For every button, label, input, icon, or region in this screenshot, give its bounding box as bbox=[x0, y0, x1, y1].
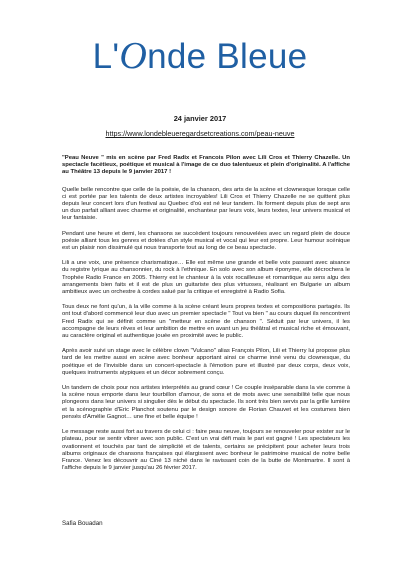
article-paragraph: Lili a une voix, une présence charismatique… Elle est même une grande et belle voix passant avec aisance du registre lyrique au chansonnier, du rock à l'ethnique. En solo avec son album éponyme, elle décrochera le Trophée Radio France en 2005. Thierry est le chanteur à la voix rocailleuse et romantique au sens algu des arrangements bien faits et il est de plus un guitariste des plus virtuoses, réalisant en Bulgarie un album ambitieux avec un orchestre à cordes salué par la critique et enregistré à Radio Sofia. bbox=[62, 260, 350, 296]
masthead-rest: nde Bleue bbox=[147, 37, 308, 76]
source-link[interactable]: https://www.londebleueregardsetcreations.com/peau-neuve bbox=[105, 129, 295, 138]
article-date: 24 janvier 2017 bbox=[173, 114, 227, 123]
article-paragraph: Un tandem de choix pour nos artistes interprétés au grand cœur ! Ce couple inséparable dans la vie comme à la scène nous emporte dans leur tourbillon d'amour, de sons et de mots avec une sensibilité telle que nous plongeons dans leur univers si singulier dès le début du spectacle. Ils sont très bien servis par la grille lumière et la scénographie d'Eric Planchot soutenu par le design sonore de Florian Chauvet et les costumes bien pensés d'Amélie Gagnot… une fine et belle équipe ! bbox=[62, 385, 350, 420]
masthead-logo bbox=[0, 36, 400, 77]
article-paragraph: Quelle belle rencontre que celle de la poésie, de la chanson, des arts de la scène et clownesque lorsque celle ci est portée par les talents de deux artistes incroyables! Lili Cros et Thierry Chazelle ne se quittent plus depuis leur concert lors d'un festival au Quebec d'où est né leur tandem. Ils forment depuis plus de sept ans un duo parfait alliant avec charme et originalité, enchanteur par leurs voix, leurs textes, leur univers musical et leur fantaisie. bbox=[62, 186, 350, 222]
author-signature: Safia Bouadan bbox=[62, 520, 103, 527]
masthead-o-letter: O bbox=[119, 35, 148, 77]
article-paragraph: Pendant une heure et demi, les chansons se succèdent toujours renouvelées avec un regard plein de douce poésie alliant tous les genres et dotées d'un style musical et vocal qui leur est propre. Leur humour scénique est un plaisir non dissimulé qui nous transporte tout au long de ce beau spectacle. bbox=[62, 230, 350, 252]
article-paragraph: Le message reste aussi fort au travers de celui ci : faire peau neuve, toujours se renouveler pour exister sur le plateau, pour se sentir vibrer avec son public. C'est un vrai défi mais le pari est gagné ! Les spectateurs les ovationnent et touchés par tant de simplicité et de talents, certains se précipitent pour acheter leurs trois albums originaux de chansons françaises qui élargissent avec bonheur le patrimoine musical de notre belle France. Venez les découvrir au Ciné 13 niché dans le ravissant coin de la butte de Montmartre. Il sont à l'affiche depuis le 9 janvier jusqu'au 26 février 2017. bbox=[62, 429, 350, 472]
article-lead: "Peau Neuve " mis en scène par Fred Radix et Francois Pilon avec Lili Cros et Thierry Chazelle. Un spectacle facétieux, poétique et musical à l'image de ce duo talentueux et plein d'originalité. A l'affiche au Théâtre 13 depuis le 9 janvier 2017 ! bbox=[62, 155, 350, 176]
masthead-prefix: L' bbox=[92, 37, 120, 76]
article-paragraph: Tous deux ne font qu'un, à la ville comme à la scène créant leurs propres textes et compositions partagés. Ils ont tout d'abord commencé leur duo avec un premier spectacle " Tout va bien " au cours duquel ils rencontrent Fred Radix qui se définit comme un "metteur en scène de chanson ". Séduit par leur univers, il les accompagne de leurs rêves et leur ambition de mettre en avant un jeu théâtral et musical riche et émouvant, au caractère original et authentique jouée en proximité avec le public. bbox=[62, 304, 350, 340]
article-paragraph: Après avoir suivi un stage avec le célèbre clown "Vulcano" alias François Pilon, Lili et Thierry lui propose plus tard de les mettre aussi en scène avec bonheur apportant ainsi ce charme inné venu du clownesque, du poétique et de l'invisible dans un concert-spectacle à l'émotion pure et illustré par deux corps, deux voix, quelques instruments atypiques et un décor sobrement conçu. bbox=[62, 348, 350, 376]
article-body bbox=[62, 155, 350, 480]
